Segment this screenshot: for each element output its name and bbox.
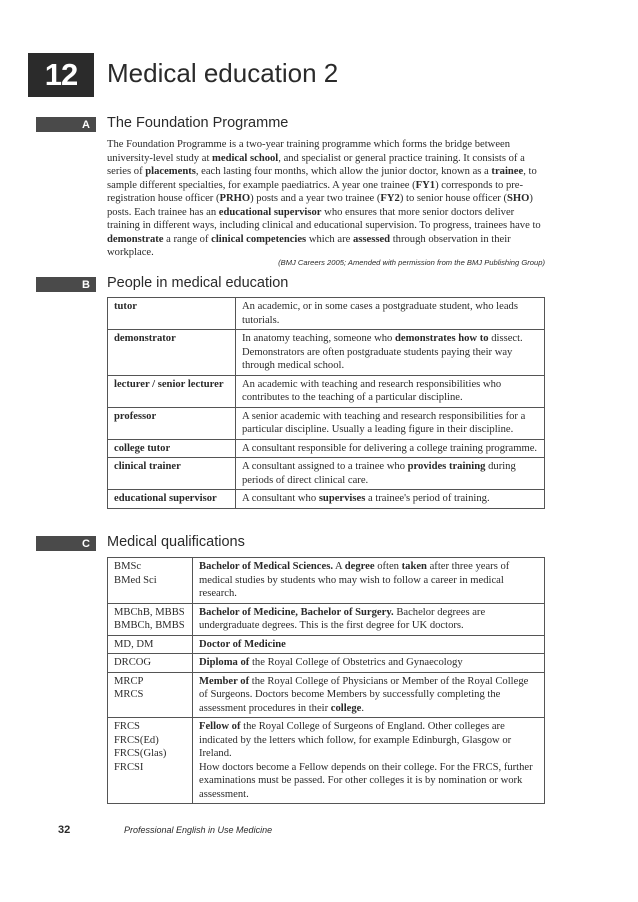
unit-title: Medical education 2 bbox=[107, 58, 339, 88]
section-c-title: Medical qualifications bbox=[107, 534, 245, 550]
qualification-abbrev bbox=[108, 718, 193, 804]
definition-bold-term: Fellow of bbox=[199, 721, 241, 732]
paragraph-text: who ensures that more senior doctors deliver training in different ways, including clinical and educational supervision. To progress, trainees have to bbox=[107, 206, 541, 231]
source-italic: (BMJ Careers 2005; bbox=[278, 258, 347, 267]
role-term: professor bbox=[108, 407, 236, 439]
role-definition bbox=[236, 407, 545, 439]
paragraph-bold-term: clinical competencies bbox=[211, 233, 307, 245]
role-definition bbox=[236, 298, 545, 330]
definition-bold-term: degree bbox=[344, 561, 375, 572]
qualification-abbrev bbox=[108, 654, 193, 673]
paragraph-text: which are bbox=[306, 233, 353, 245]
table-row bbox=[108, 718, 545, 804]
abbrev-line: FRCS bbox=[114, 721, 140, 732]
definition-text: . bbox=[361, 702, 365, 714]
qualification-definition bbox=[193, 635, 545, 654]
role-definition bbox=[236, 458, 545, 490]
table-row bbox=[108, 635, 545, 654]
definition-bold-term: provides training bbox=[407, 461, 486, 472]
role-term: demonstrator bbox=[108, 330, 236, 376]
book-title: Professional English in Use Medicine bbox=[124, 825, 273, 835]
definition-bold-term: demonstrates how to bbox=[394, 333, 489, 344]
definition-bold-term: college bbox=[330, 702, 362, 714]
definition-bold-term: Doctor of Medicine bbox=[199, 638, 286, 650]
abbrev-line: FRCS(Glas) bbox=[114, 748, 167, 759]
table-row bbox=[108, 298, 545, 330]
table-row bbox=[108, 654, 545, 673]
people-table bbox=[107, 297, 545, 509]
abbrev-line: MRCP bbox=[114, 675, 144, 687]
paragraph-text: , and specialist or general practice training. It consists of a series of bbox=[107, 152, 525, 177]
section-c-marker: C bbox=[36, 536, 96, 551]
definition-text: often bbox=[374, 561, 402, 572]
paragraph-text: , each lasting four months, which allow the junior doctor, known as a bbox=[195, 166, 492, 177]
source-rest: Amended with permission from the BMJ Publishing Group) bbox=[346, 258, 545, 267]
paragraph-text: , to sample different specialties, for example paediatrics. A year one trainee ( bbox=[107, 166, 537, 191]
abbrev-line: FRCSI bbox=[114, 761, 144, 773]
role-term: clinical trainer bbox=[108, 458, 236, 490]
definition-text: In anatomy teaching, someone who bbox=[242, 333, 395, 344]
qualification-definition bbox=[193, 603, 545, 635]
definition-text: a trainee's period of training. bbox=[365, 493, 490, 504]
abbrev-line: BMBCh, BMBS bbox=[114, 620, 185, 631]
source-citation bbox=[107, 258, 545, 267]
abbrev-line: DRCOG bbox=[114, 657, 152, 668]
table-row bbox=[108, 672, 545, 718]
definition-text: A consultant responsible for delivering a college training programme. bbox=[242, 442, 538, 454]
definition-text: after three years of medical studies by students who may wish to follow a career in medical research. bbox=[199, 561, 510, 599]
role-term: college tutor bbox=[108, 439, 236, 458]
qualification-definition bbox=[193, 558, 545, 604]
table-row bbox=[108, 490, 545, 509]
role-definition bbox=[236, 330, 545, 376]
section-a-marker: A bbox=[36, 117, 96, 132]
definition-text: A consultant who bbox=[242, 493, 319, 504]
role-definition bbox=[236, 439, 545, 458]
role-term: tutor bbox=[108, 298, 236, 330]
paragraph-bold-term: FY2 bbox=[380, 193, 400, 204]
table-row bbox=[108, 439, 545, 458]
qualification-abbrev bbox=[108, 635, 193, 654]
definition-text: during periods of direct clinical care. bbox=[242, 461, 516, 486]
paragraph-bold-term: educational supervisor bbox=[218, 206, 322, 218]
qualifications-table bbox=[107, 557, 545, 804]
qualification-definition bbox=[193, 672, 545, 718]
table-row bbox=[108, 458, 545, 490]
paragraph-bold-term: SHO bbox=[507, 193, 530, 204]
section-b-marker: B bbox=[36, 277, 96, 292]
table-row bbox=[108, 407, 545, 439]
abbrev-line: MD, DM bbox=[114, 638, 154, 650]
abbrev-line: BMed Sci bbox=[114, 574, 157, 586]
paragraph-bold-term: FY1 bbox=[415, 179, 436, 191]
section-a-title: The Foundation Programme bbox=[107, 115, 289, 131]
role-definition bbox=[236, 375, 545, 407]
paragraph-bold-term: medical school bbox=[212, 152, 279, 164]
page-number: 32 bbox=[58, 824, 71, 836]
paragraph-text: through observation in their workplace. bbox=[107, 233, 511, 258]
qualification-definition bbox=[193, 718, 545, 804]
definition-text: the Royal College of Physicians or Member of the Royal College of Surgeons. Doctors become Members by successfully completing the assessment procedures in their bbox=[199, 675, 529, 714]
definition-text: A bbox=[332, 561, 345, 572]
paragraph-bold-term: assessed bbox=[352, 233, 391, 245]
paragraph-bold-term: demonstrate bbox=[107, 233, 164, 245]
table-row bbox=[108, 558, 545, 604]
definition-text: An academic with teaching and research responsibilities who contributes to the teaching of a particular discipline. bbox=[242, 378, 502, 403]
definition-text: dissect. Demonstrators are often postgraduate students paying their way through medical school. bbox=[242, 333, 523, 371]
paragraph-text: a range of bbox=[163, 233, 212, 245]
qualification-abbrev bbox=[108, 558, 193, 604]
paragraph-text: ) to senior house officer ( bbox=[399, 193, 508, 204]
definition-text: Bachelor degrees are undergraduate degrees. This is the first degree for UK doctors. bbox=[199, 606, 486, 631]
role-term: educational supervisor bbox=[108, 490, 236, 509]
paragraph-text: ) corresponds to pre-registration house officer ( bbox=[107, 179, 524, 204]
paragraph-bold-term: placements bbox=[145, 166, 196, 177]
section-a-paragraph bbox=[107, 138, 545, 260]
definition-extra: How doctors become a Fellow depends on their college. For the FRCS, further examinations must be passed. For other colleges it is by nomination or work assessment. bbox=[199, 761, 533, 800]
abbrev-line: FRCS(Ed) bbox=[114, 734, 159, 746]
unit-number-badge: 12 bbox=[28, 53, 94, 97]
qualification-abbrev bbox=[108, 603, 193, 635]
role-term: lecturer / senior lecturer bbox=[108, 375, 236, 407]
definition-bold-term: taken bbox=[401, 561, 427, 572]
definition-bold-term: supervises bbox=[318, 493, 366, 504]
paragraph-bold-term: trainee bbox=[491, 166, 524, 177]
paragraph-text: The Foundation Programme is a two-year training programme which forms the bridge between university-level study at bbox=[107, 139, 511, 164]
definition-text: A senior academic with teaching and research responsibilities for a particular discipline. Usually a leading figure in their discipline. bbox=[242, 410, 526, 435]
definition-text: An academic, or in some cases a postgraduate student, who leads tutorials. bbox=[242, 301, 518, 326]
table-row bbox=[108, 330, 545, 376]
paragraph-text: ) posts. Each trainee has an bbox=[107, 193, 533, 218]
section-b-title: People in medical education bbox=[107, 275, 289, 291]
definition-bold-term: Bachelor of Medical Sciences. bbox=[199, 561, 333, 572]
table-row bbox=[108, 375, 545, 407]
definition-text: A consultant assigned to a trainee who bbox=[242, 461, 408, 472]
table-row bbox=[108, 603, 545, 635]
abbrev-line: MRCS bbox=[114, 689, 144, 700]
abbrev-line: MBChB, MBBS bbox=[114, 606, 185, 618]
paragraph-text: ) posts and a year two trainee ( bbox=[250, 193, 381, 204]
role-definition bbox=[236, 490, 545, 509]
definition-bold-term: Diploma of bbox=[199, 657, 250, 668]
paragraph-bold-term: PRHO bbox=[219, 193, 251, 204]
definition-bold-term: Bachelor of Medicine, Bachelor of Surgery. bbox=[199, 606, 394, 618]
qualification-abbrev bbox=[108, 672, 193, 718]
abbrev-line: BMSc bbox=[114, 561, 142, 572]
definition-text: the Royal College of Obstetrics and Gynaecology bbox=[249, 657, 463, 668]
qualification-definition bbox=[193, 654, 545, 673]
definition-bold-term: Member of bbox=[199, 675, 250, 687]
definition-text: the Royal College of Surgeons of England. Other colleges are indicated by the letters which follow, for example Edinburgh, Glasgow or Ireland. bbox=[199, 721, 512, 759]
